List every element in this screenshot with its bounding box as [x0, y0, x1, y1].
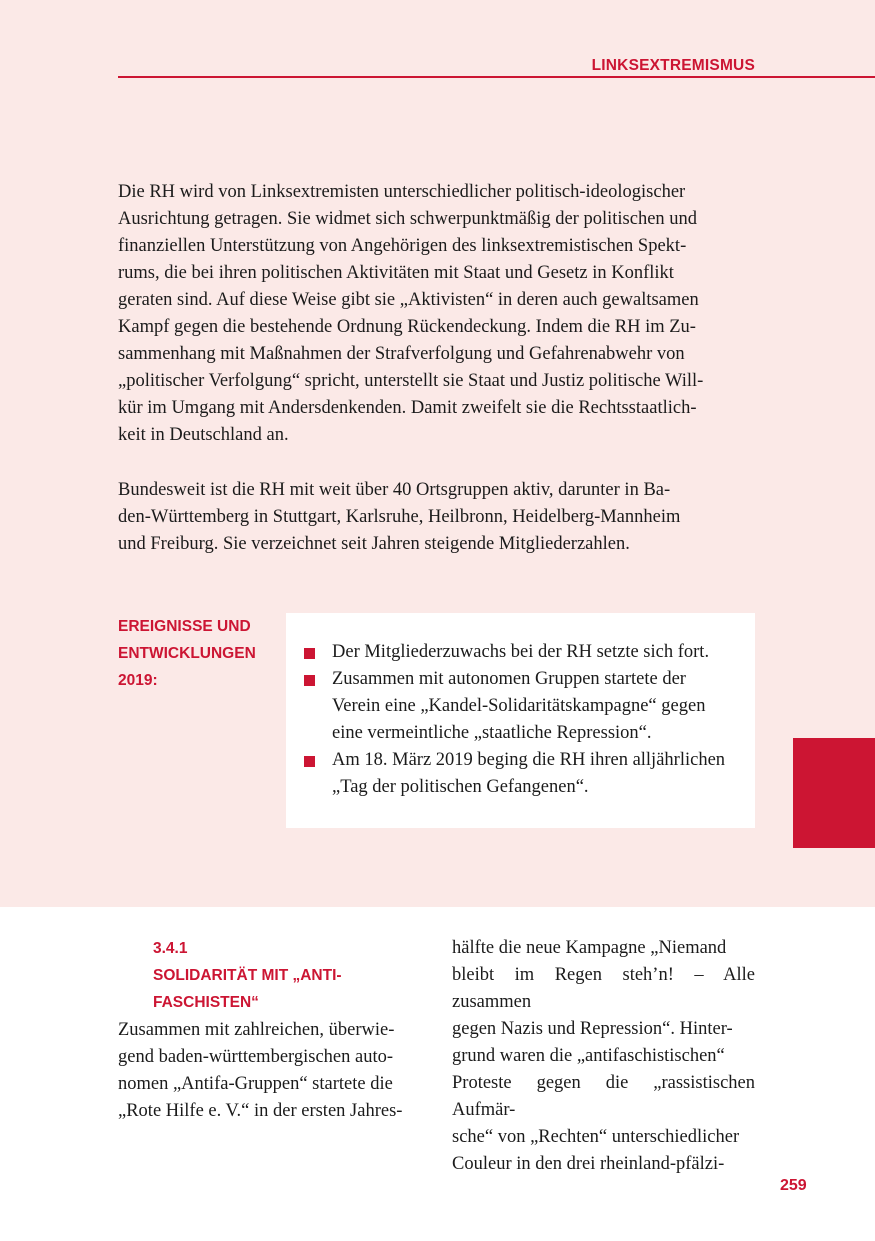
text-line: „Tag der politischen Gefangenen“.: [332, 777, 589, 797]
chapter-tab-marker: [793, 738, 875, 848]
bullet-square-icon: [304, 675, 315, 686]
text-line: rums, die bei ihren politischen Aktivitäten mit Staat und Gesetz in Konflikt: [118, 263, 674, 283]
text-line: Die RH wird von Linksextremisten unterschiedlicher politisch-ideologischer: [118, 182, 686, 202]
text-line: geraten sind. Auf diese Weise gibt sie „Aktivisten“ in deren auch gewaltsamen: [118, 290, 699, 310]
events-list: [302, 639, 738, 801]
text-line: Ausrichtung getragen. Sie widmet sich schwerpunktmäßig der politischen und: [118, 209, 698, 229]
text-line: grund waren die „antifaschistischen“: [452, 1046, 725, 1066]
bullet-square-icon: [304, 648, 315, 659]
text-line: gegen Nazis und Repression“. Hinter-: [452, 1019, 733, 1039]
left-column-text: [118, 1017, 422, 1125]
text-line: Der Mitgliederzuwachs bei der RH setzte sich fort.: [332, 642, 710, 662]
text-line: Couleur in den drei rheinland-pfälzi-: [452, 1154, 725, 1174]
text-line: „politischer Verfolgung“ spricht, unterstellt sie Staat und Justiz politische Will-: [118, 371, 704, 391]
list-item: [302, 666, 738, 747]
text-line: gend baden-württembergischen auto-: [118, 1047, 394, 1067]
text-line: nomen „Antifa-Gruppen“ startete die: [118, 1074, 393, 1094]
section-title-line: FASCHISTEN“: [153, 994, 259, 1011]
text-line: keit in Deutschland an.: [118, 425, 289, 445]
text-line: Verein eine „Kandel-Solidaritätskampagne“ gegen: [332, 696, 706, 716]
text-line: Zusammen mit zahlreichen, überwie-: [118, 1020, 395, 1040]
events-heading-line: EREIGNISSE UND: [118, 618, 251, 635]
events-heading-line: 2019:: [118, 672, 158, 689]
text-line: „Rote Hilfe e. V.“ in der ersten Jahres-: [118, 1101, 403, 1121]
text-line: Zusammen mit autonomen Gruppen startete der: [332, 669, 686, 689]
text-line: sche“ von „Rechten“ unterschiedlicher: [452, 1127, 740, 1147]
text-line: Kampf gegen die bestehende Ordnung Rückendeckung. Indem die RH im Zu-: [118, 317, 696, 337]
right-column-text: [452, 935, 755, 1178]
text-line: Proteste gegen die „rassistischen Aufmär-: [452, 1073, 755, 1120]
events-box: [286, 613, 755, 828]
events-heading: [118, 613, 278, 694]
text-line: und Freiburg. Sie verzeichnet seit Jahren steigende Mitgliederzahlen.: [118, 534, 630, 554]
paragraph-2: [118, 477, 755, 558]
text-line: hälfte die neue Kampagne „Niemand: [452, 938, 727, 958]
text-line: finanziellen Unterstützung von Angehörigen des linksextremistischen Spekt-: [118, 236, 687, 256]
text-line: sammenhang mit Maßnahmen der Strafverfolgung und Gefahrenabwehr von: [118, 344, 685, 364]
paragraph-1: [118, 179, 755, 449]
text-line: Am 18. März 2019 beging die RH ihren alljährlichen: [332, 750, 726, 770]
text-line: Bundesweit ist die RH mit weit über 40 Ortsgruppen aktiv, darunter in Ba-: [118, 480, 671, 500]
page-number: 259: [780, 1177, 807, 1194]
section-heading: [153, 935, 423, 1016]
text-line: den-Württemberg in Stuttgart, Karlsruhe, Heilbronn, Heidelberg-Mannheim: [118, 507, 681, 527]
section-number: 3.4.1: [153, 940, 188, 957]
list-item: [302, 639, 738, 666]
list-item: [302, 747, 738, 801]
text-line: bleibt im Regen steh’n! – Alle zusammen: [452, 965, 755, 1012]
section-title-line: SOLIDARITÄT MIT „ANTI-: [153, 967, 342, 984]
header-rule: [118, 76, 875, 78]
section-header-label: LINKSEXTREMISMUS: [591, 57, 755, 74]
bullet-square-icon: [304, 756, 315, 767]
events-heading-line: ENTWICKLUNGEN: [118, 645, 256, 662]
text-line: kür im Umgang mit Andersdenkenden. Damit zweifelt sie die Rechtsstaatlich-: [118, 398, 697, 418]
text-line: eine vermeintliche „staatliche Repression“.: [332, 723, 652, 743]
